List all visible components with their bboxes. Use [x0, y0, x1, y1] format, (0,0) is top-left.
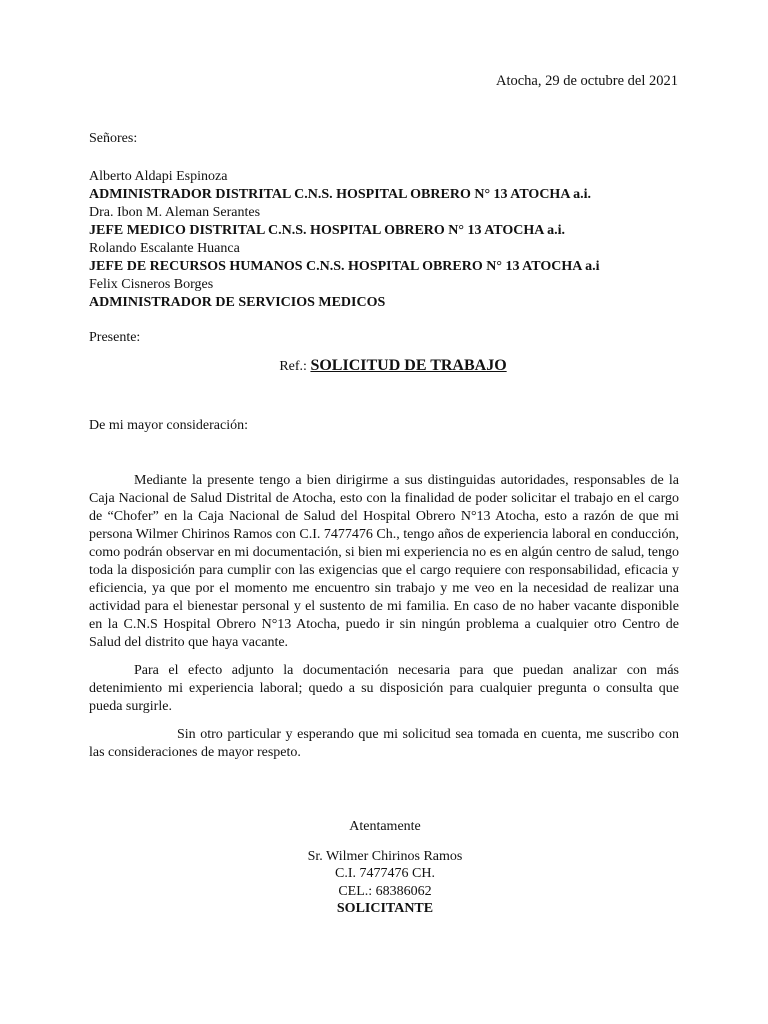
recipient-line: JEFE MEDICO DISTRITAL C.N.S. HOSPITAL OBRERO N° 13 ATOCHA a.i.: [89, 223, 565, 238]
letter-body: [89, 472, 679, 772]
reference-line: [0, 357, 768, 375]
signature-block: [0, 818, 768, 918]
recipient-line: Rolando Escalante Huanca: [89, 241, 240, 256]
letter-date: Atocha, 29 de octubre del 2021: [495, 73, 678, 89]
signer-name: Sr. Wilmer Chirinos Ramos: [307, 848, 463, 864]
salutation: Señores:: [89, 131, 138, 146]
presente-label: Presente:: [89, 330, 141, 345]
greeting: De mi mayor consideración:: [89, 418, 249, 433]
signer-phone: CEL.: 68386062: [338, 883, 432, 899]
ref-label: Ref.:: [279, 359, 307, 374]
recipient-line: JEFE DE RECURSOS HUMANOS C.N.S. HOSPITAL OBRERO N° 13 ATOCHA a.i: [89, 259, 600, 274]
signer-role: SOLICITANTE: [336, 901, 434, 916]
recipient-line: ADMINISTRADOR DISTRITAL C.N.S. HOSPITAL OBRERO N° 13 ATOCHA a.i.: [89, 187, 592, 202]
body-paragraph: Para el efecto adjunto la documentación necesaria para que puedan analizar con más detenimiento mi experiencia laboral; quedo a su disposición para cualquier pregunta o consulta que pueda surgirle.: [89, 663, 679, 714]
signer-ci: C.I. 7477476 CH.: [335, 866, 435, 881]
body-paragraph: Sin otro particular y esperando que mi solicitud sea tomada en cuenta, me suscribo con las consideraciones de mayor respeto.: [89, 727, 679, 760]
ref-title: SOLICITUD DE TRABAJO: [310, 357, 507, 374]
body-paragraph: Mediante la presente tengo a bien dirigirme a sus distinguidas autoridades, responsables de la Caja Nacional de Salud Distrital de Atocha, esto con la finalidad de poder solicitar el trabajo en el cargo de “Chofer” en la Caja Nacional de Salud del Hospital Obrero N°13 Atocha, esto a razón de que mi persona Wilmer Chirinos Ramos con C.I. 7477476 Ch., tengo años de experiencia laboral en conducción, como podrán observar en mi documentación, si bien mi experiencia no es en algún centro de salud, tengo toda la disposición para cumplir con las exigencias que el cargo requiere con responsabilidad, eficacia y eficiencia, ya que por el momento me encuentro sin trabajo y me veo en la necesidad de realizar una actividad para el bienestar personal y el sustento de mi familia. En caso de no haber vacante disponible en la C.N.S Hospital Obrero N°13 Atocha, puedo ir sin ningún problema a cualquier otro Centro de Salud del distrito que haya vacante.: [89, 473, 679, 650]
closing: Atentamente: [349, 819, 421, 834]
recipient-line: Alberto Aldapi Espinoza: [89, 169, 228, 184]
recipient-line: Dra. Ibon M. Aleman Serantes: [89, 205, 261, 220]
recipient-line: ADMINISTRADOR DE SERVICIOS MEDICOS: [89, 295, 386, 310]
recipients-block: [89, 130, 689, 312]
recipient-line: Felix Cisneros Borges: [89, 277, 214, 292]
